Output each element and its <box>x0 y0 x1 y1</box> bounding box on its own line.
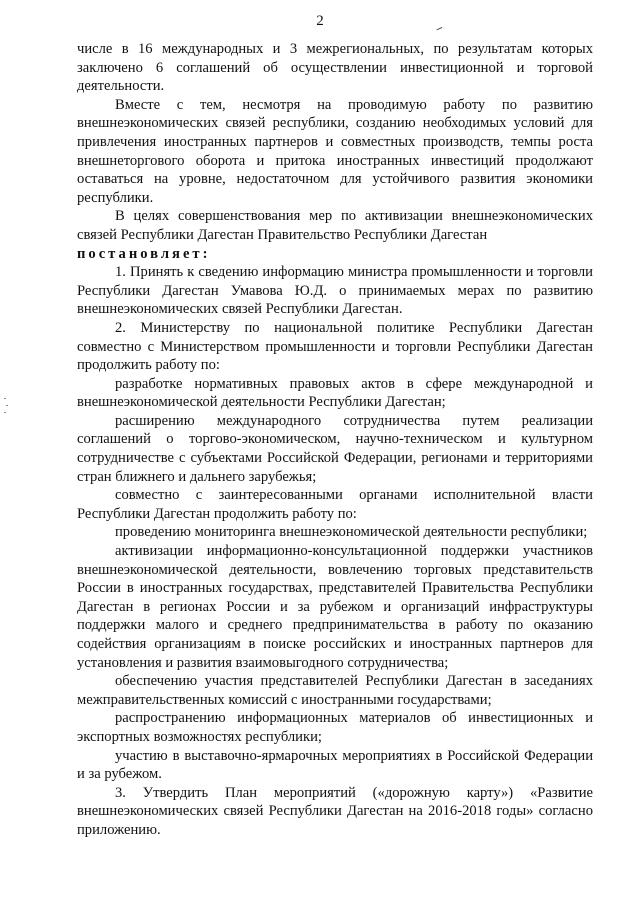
paragraph-subitem-support: активизации информационно-консультационной поддержки участников внешнеэкономической деятельности, вовлечению торговых представительств России в иностранных государствах, представителей Правительства Республики Дагестан в регионах России и за рубежом и организаций инфраструктуры поддержки малого и среднего предпринимательства в работу по оказанию содействия организациям в поиске российских и иностранных партнеров для установления и развития взаимовыгодного сотрудничества; <box>77 543 593 671</box>
scan-specks <box>4 398 10 418</box>
paragraph-subitem-commissions: обеспечению участия представителей Республики Дагестан в заседаниях межправительственных комиссий с иностранными государствами; <box>77 673 593 708</box>
paragraph-subitem-cooperation: расширению международного сотрудничества путем реализации соглашений о торгово-экономическом, научно-техническом и культурном сотрудничестве с субъектами Российской Федерации, регионами и территориями стран ближнего и дальнего зарубежья; <box>77 412 593 485</box>
paragraph-context: Вместе с тем, несмотря на проводимую работу по развитию внешнеэкономических связей республики, созданию необходимых условий для привлечения иностранных партнеров и совместных производств, темпы роста внешнеторгового оборота и притока иностранных инвестиций продолжают оставаться на уровне, недостаточном для устойчивого развития экономики республики. <box>77 96 593 206</box>
paragraph-subitem-monitoring: проведению мониторинга внешнеэкономической деятельности республики; <box>115 524 588 541</box>
page-number: 2 <box>316 13 324 29</box>
document-body <box>77 40 593 840</box>
paragraph-preamble: В целях совершенствования мер по активизации внешнеэкономических связей Республики Дагестан Правительство Республики Дагестан <box>77 208 593 243</box>
resolution-keyword: постановляет: <box>77 245 211 262</box>
paragraph-subitem-jointly: совместно с заинтересованными органами исполнительной власти Республики Дагестан продолжить работу по: <box>77 487 593 522</box>
paragraph-subitem-materials: распространению информационных материалов об инвестиционных и экспортных возможностях республики; <box>77 710 593 745</box>
paragraph-item-2: 2. Министерству по национальной политике Республики Дагестан совместно с Министерством промышленности и торговли Республики Дагестан продолжить работу по: <box>77 319 593 374</box>
scan-mark <box>436 27 443 33</box>
paragraph-item-1: 1. Принять к сведению информацию министра промышленности и торговли Республики Дагестан Умавова Ю.Д. о принимаемых мерах по развитию внешнеэкономических связей Республики Дагестан. <box>77 264 593 318</box>
paragraph-subitem-normative: разработке нормативных правовых актов в сфере международной и внешнеэкономической деятельности Республики Дагестан; <box>77 375 593 411</box>
paragraph-subitem-exhibitions: участию в выставочно-ярмарочных мероприятиях в Российской Федерации и за рубежом. <box>77 747 593 783</box>
paragraph-continuation: числе в 16 международных и 3 межрегиональных, по результатам которых заключено 6 соглашений об осуществлении инвестиционной и торговой деятельности. <box>77 41 593 95</box>
paragraph-item-3: 3. Утвердить План мероприятий («дорожную карту») «Развитие внешнеэкономических связей Республики Дагестан на 2016-2018 годы» согласно приложению. <box>77 784 593 838</box>
